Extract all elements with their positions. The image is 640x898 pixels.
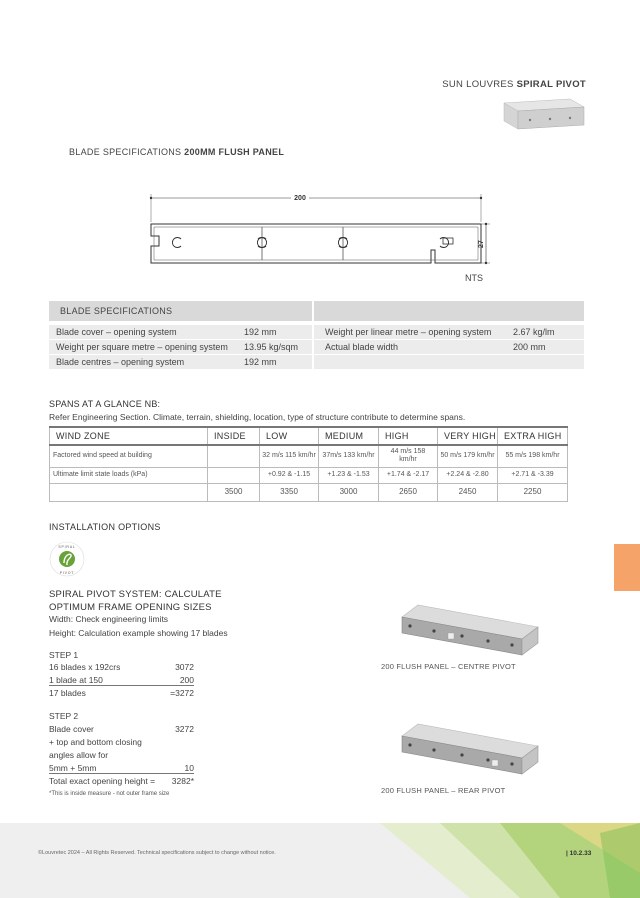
rear-pivot-panel-image [392,722,540,782]
product-thumbnail [500,95,586,135]
step2-text: + top and bottom closing [49,737,142,747]
step2-row [49,724,194,734]
table-cell: 2450 [438,483,498,501]
spiral-pivot-badge-icon [49,541,85,577]
step-label: 1 blade at 150 [49,675,103,685]
spans-title: SPANS AT A GLANCE NB: [49,399,161,409]
spans-note: Refer Engineering Section. Climate, terrain, shielding, location, type of structure contribute to determine spans. [49,412,466,422]
table-cell [208,445,260,467]
table-cell: 55 m/s 198 km/hr [498,445,568,467]
installation-title: INSTALLATION OPTIONS [49,522,161,532]
spec-header-blank [314,301,584,321]
table-cell: +2.71 & -3.39 [498,467,568,483]
step2-total-row [49,776,194,786]
calc-title-line: SPIRAL PIVOT SYSTEM: CALCULATE [49,589,222,600]
page-footer [0,823,640,898]
spec-row [49,325,584,339]
wind-header: WIND ZONE [50,427,208,445]
spec-value: 2.67 kg/lm [513,327,555,337]
step2-row [49,763,194,774]
wind-table-header-row [50,427,568,445]
centre-pivot-panel-image [392,603,540,663]
spec-header-title: BLADE SPECIFICATIONS [49,301,314,321]
spec-label: Weight per square metre – opening system [56,342,228,352]
wind-header: HIGH [379,427,438,445]
spec-value: 192 mm [244,357,277,367]
page-number-value: 10.2.33 [569,850,592,857]
table-cell: +2.24 & -2.80 [438,467,498,483]
table-cell: 32 m/s 115 km/hr [260,445,319,467]
table-cell: 2250 [498,483,568,501]
blade-title-light: BLADE SPECIFICATIONS [69,147,185,157]
spec-value: 13.95 kg/sqm [244,342,299,352]
spec-label: Blade cover – opening system [56,327,177,337]
calc-footnote: *This is inside measure - not outer frame size [49,791,170,797]
centre-pivot-caption: 200 FLUSH PANEL – CENTRE PIVOT [381,662,516,671]
blade-profile-diagram [145,188,495,278]
table-cell [208,467,260,483]
table-cell: 2650 [379,483,438,501]
wind-header: EXTRA HIGH [498,427,568,445]
step1-row [49,675,194,686]
wind-header: MEDIUM [319,427,379,445]
spec-label: Weight per linear metre – opening system [325,327,492,337]
spec-row [49,355,584,369]
step2-text: angles allow for [49,750,109,760]
spec-label: Blade centres – opening system [56,357,185,367]
step-value: 3282* [171,776,194,786]
table-cell: 50 m/s 179 km/hr [438,445,498,467]
page-number: | 10.2.33 [566,850,592,857]
table-cell: 3500 [208,483,260,501]
step-label: 16 blades x 192crs [49,662,121,672]
footer-decoration [0,823,640,898]
blade-title-bold: 200MM FLUSH PANEL [184,147,285,157]
spec-label: Actual blade width [325,342,399,352]
badge-top-text: SPIRAL [58,545,76,549]
step-value: 200 [179,675,194,685]
header-title-bold: SPIRAL PIVOT [516,79,586,90]
calc-width-note: Width: Check engineering limits [49,614,169,624]
calc-title-line: OPTIMUM FRAME OPENING SIZES [49,602,212,613]
footer-copyright: ©Louvretec 2024 – All Rights Reserved. Technical specifications subject to change without notice. [38,850,276,856]
step1-title: STEP 1 [49,650,79,660]
step-label: Blade cover [49,724,94,734]
spec-value: 200 mm [513,342,546,352]
step-label: Total exact opening height = [49,776,156,786]
step-label: 5mm + 5mm [49,763,97,773]
table-cell [50,483,208,501]
table-cell: 3000 [319,483,379,501]
spec-row [49,340,584,354]
width-dimension-label: 200 [294,195,306,202]
step-label: 17 blades [49,688,86,698]
wind-header: LOW [260,427,319,445]
wind-header: INSIDE [208,427,260,445]
step1-row [49,688,194,698]
calc-height-note: Height: Calculation example showing 17 blades [49,628,228,638]
blade-spec-table [49,301,584,369]
header-title-light: SUN LOUVRES [442,79,517,90]
spec-value: 192 mm [244,327,277,337]
table-cell: +1.23 & -1.53 [319,467,379,483]
step-value: 10 [184,763,194,773]
wind-zone-table [49,426,568,502]
table-cell: +0.92 & -1.15 [260,467,319,483]
row-label: Factored wind speed at building [50,445,208,467]
step-value: =3272 [170,688,194,698]
height-dimension-label: 27 [478,240,485,248]
step-value: 3272 [175,724,194,734]
table-row [50,483,568,501]
rear-pivot-caption: 200 FLUSH PANEL – REAR PIVOT [381,786,506,795]
nts-label: NTS [465,273,483,283]
step1-row [49,662,194,672]
step-value: 3072 [175,662,194,672]
badge-bottom-text: PIVOT [59,571,75,575]
table-row [50,445,568,467]
row-label: Ultimate limit state loads (kPa) [50,467,208,483]
section-tab-marker [614,544,640,591]
table-row [50,467,568,483]
table-cell: +1.74 & -2.17 [379,467,438,483]
table-cell: 3350 [260,483,319,501]
step2-title: STEP 2 [49,711,79,721]
calc-title [49,588,222,614]
table-cell: 44 m/s 158 km/hr [379,445,438,467]
wind-header: VERY HIGH [438,427,498,445]
page-header-title [442,79,586,90]
table-cell: 37m/s 133 km/hr [319,445,379,467]
spec-table-header [49,301,584,321]
blade-section-title [69,147,284,157]
